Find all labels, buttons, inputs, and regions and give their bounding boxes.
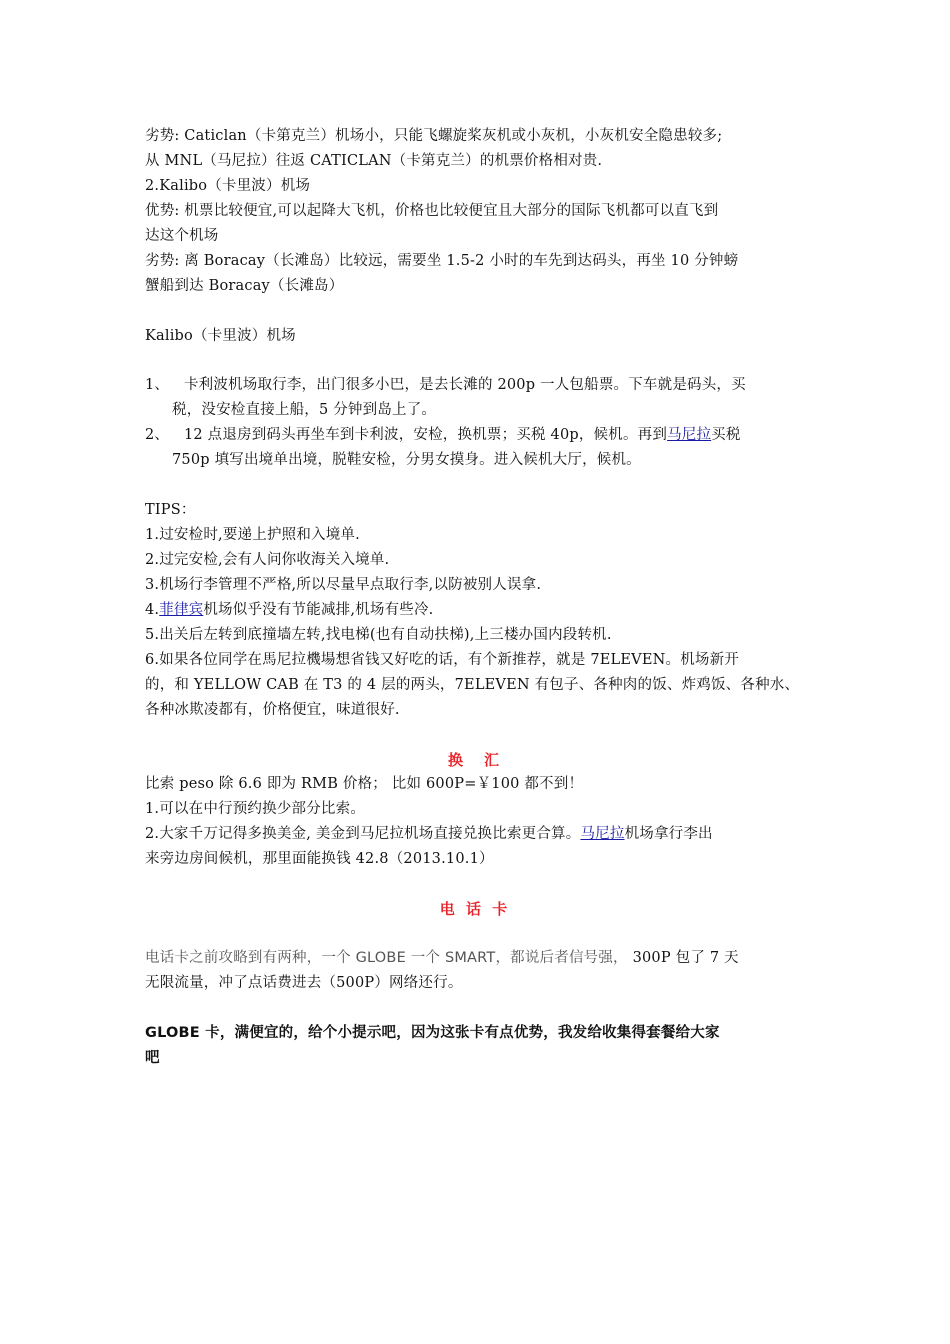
gray-text: 电话卡之前攻略到有两种，一个 GLOBE 一个 SMART，都说后者信号强，	[145, 950, 628, 966]
text-line	[145, 946, 739, 971]
tip-item	[145, 598, 433, 623]
tip-item: 2.过完安检,会有人问你收海关入境单.	[145, 552, 390, 568]
text-line: 比索 peso 除 6.6 即为 RMB 价格； 比如 600P=￥100 都不到！	[145, 776, 584, 792]
list-item-continuation: 税，没安检直接上船，5 分钟到岛上了。	[172, 402, 437, 418]
text-line: 蟹船到达 Boracay（长滩岛）	[145, 278, 344, 294]
text-line: 劣势: Caticlan（卡第克兰）机场小，只能飞螺旋桨灰机或小灰机，小灰机安全隐患较多;	[145, 128, 723, 144]
list-item-text: 12 点退房到码头再坐车到卡利波，安检，换机票；买税 40p，候机。再到	[183, 427, 668, 443]
bold-text-line: 吧	[145, 1050, 160, 1066]
text-line: 无限流量，冲了点话费进去（500P）网络还行。	[145, 975, 463, 991]
list-item-text: 卡利波机场取行李，出门很多小巴，是去长滩的 200p 一人包船票。下车就是码头，买	[183, 377, 746, 393]
list-item-number: 1、	[145, 377, 170, 393]
text-line: 2.Kalibo（卡里波）机场	[145, 178, 311, 194]
text-line: 劣势: 离 Boracay（长滩岛）比较远，需要坐 1.5-2 小时的车先到达码头，再坐 10 分钟螃	[145, 253, 739, 269]
list-item-text: 买税	[711, 427, 741, 443]
tip-item: 6.如果各位同学在馬尼拉機場想省钱又好吃的话，有个新推荐，就是 7ELEVEN。机场新开	[145, 652, 740, 668]
tip-item: 5.出关后左转到底撞墙左转,找电梯(也有自动扶梯),上三楼办国内段转机.	[145, 627, 612, 643]
manila-link[interactable]: 马尼拉	[580, 826, 625, 842]
text-line: 从 MNL（马尼拉）往返 CATICLAN（卡第克兰）的机票价格相对贵.	[145, 153, 603, 169]
tip-item: 1.过安检时,要递上护照和入境单.	[145, 527, 360, 543]
text-line: 优势: 机票比较便宜,可以起降大飞机，价格也比较便宜且大部分的国际飞机都可以直飞到	[145, 203, 719, 219]
text-span: 300P 包了 7 天	[627, 950, 739, 966]
exchange-heading: 换 汇	[447, 751, 502, 769]
text-span: 2.大家千万记得多换美金, 美金到马尼拉机场直接兑换比索更合算。	[145, 826, 581, 842]
section-title-kalibo: Kalibo（卡里波）机场	[145, 328, 296, 344]
list-item	[145, 373, 746, 398]
bold-text-line: GLOBE 卡，满便宜的，给个小提示吧，因为这张卡有点优势，我发给收集得套餐给大家	[145, 1025, 720, 1041]
tip-item: 3.机场行李管理不严格,所以尽量早点取行李,以防被别人误拿.	[145, 577, 542, 593]
text-line	[145, 822, 713, 847]
tip-number: 4.	[145, 602, 160, 618]
manila-link[interactable]: 马尼拉	[667, 427, 712, 443]
text-line: 来旁边房间候机，那里面能换钱 42.8（2013.10.1）	[145, 851, 494, 867]
list-item-number: 2、	[145, 427, 170, 443]
tips-title: TIPS：	[145, 502, 196, 518]
list-item	[145, 423, 741, 448]
text-line: 1.可以在中行预约换少部分比索。	[145, 801, 366, 817]
tip-text: 机场似乎没有节能减排,机场有些冷.	[203, 602, 434, 618]
tip-item-continuation: 的，和 YELLOW CAB 在 T3 的 4 层的两头，7ELEVEN 有包子、各种肉的饭、炸鸡饭、各种水、	[145, 677, 800, 693]
tip-item-continuation: 各种冰欺凌都有，价格便宜，味道很好.	[145, 702, 400, 718]
list-item-continuation: 750p 填写出境单出境，脱鞋安检，分男女摸身。进入候机大厅，候机。	[172, 452, 641, 468]
text-line: 达这个机场	[145, 228, 219, 244]
phone-card-heading: 电 话 卡	[439, 900, 511, 918]
philippines-link[interactable]: 菲律宾	[159, 602, 204, 618]
text-span: 机场拿行李出	[624, 826, 713, 842]
